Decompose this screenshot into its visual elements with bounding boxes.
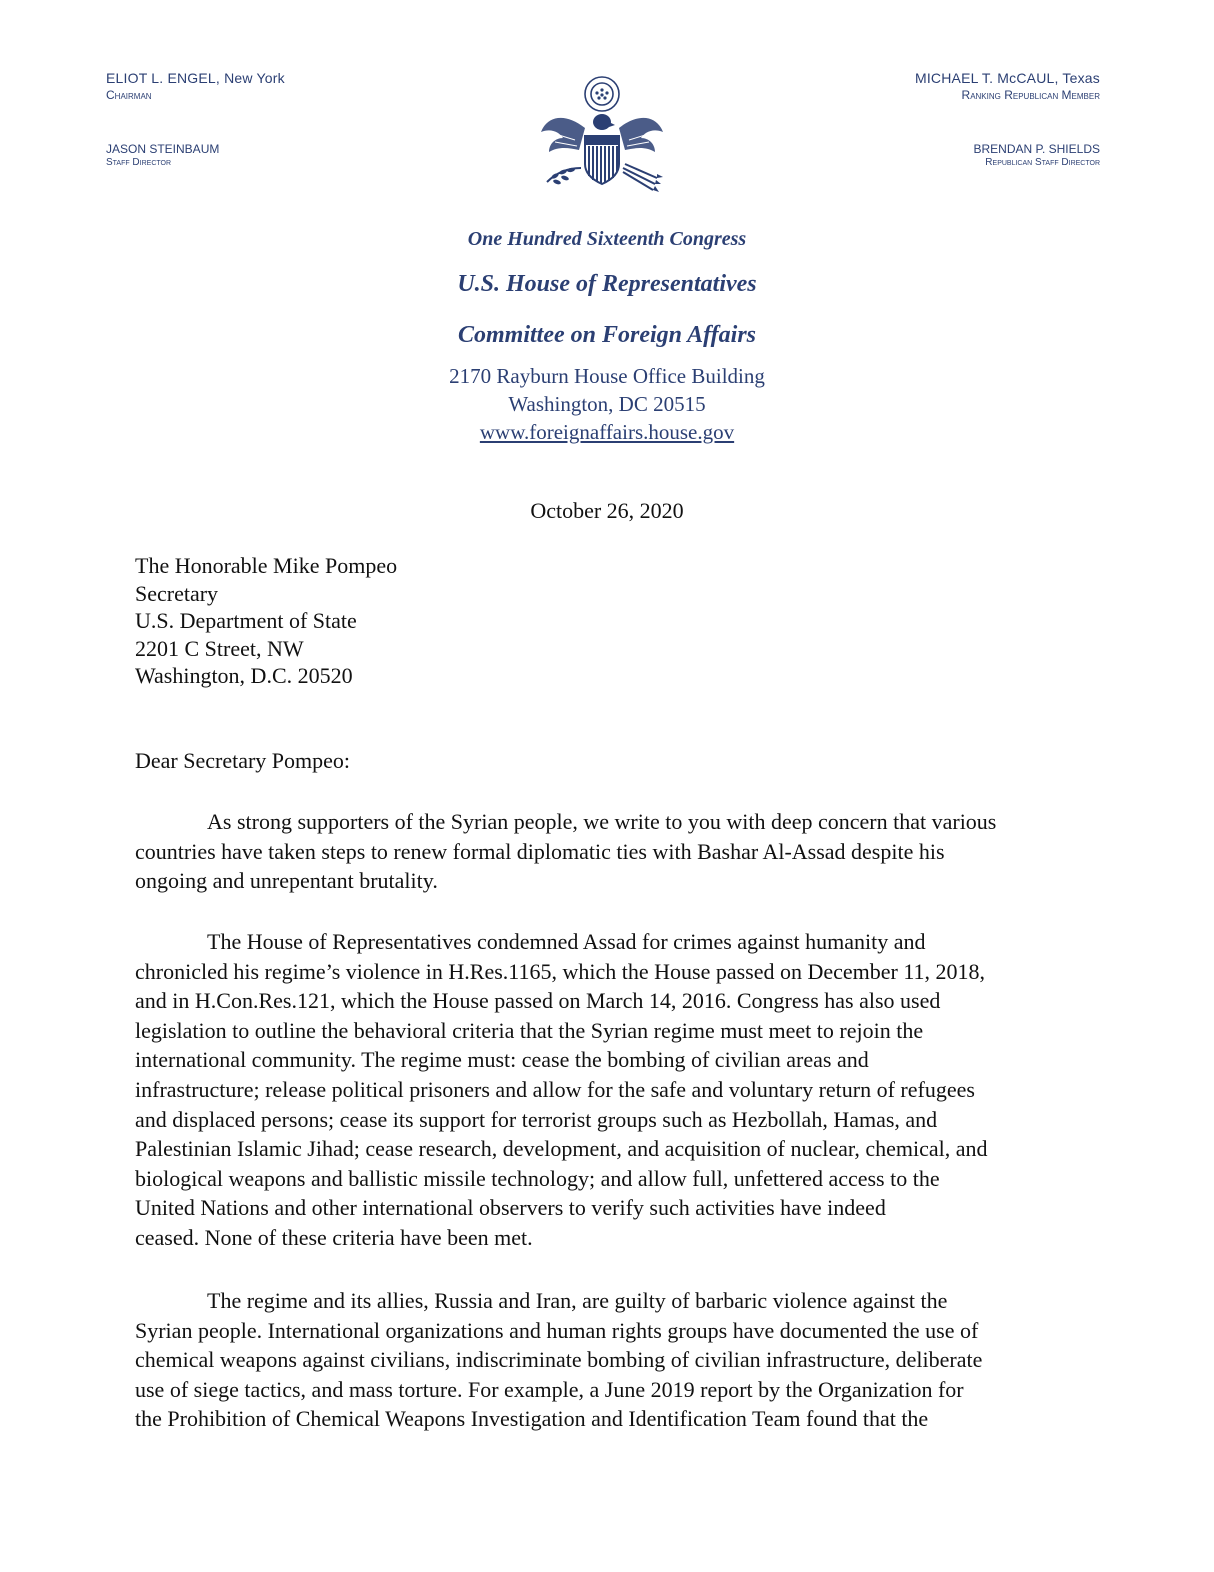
paragraph-line: Syrian people. International organizations and human rights groups have documented the use of [135, 1317, 979, 1343]
recipient-line: U.S. Department of State [135, 608, 357, 633]
paragraph-line: international community. The regime must: cease the bombing of civilian areas and [135, 1047, 869, 1073]
paragraph-line: chemical weapons against civilians, indiscriminate bombing of civilian infrastructure, deliberate [135, 1347, 983, 1373]
chairman-title: Chairman [106, 87, 152, 102]
paragraph-line: United Nations and other international observers to verify such activities have indeed [135, 1195, 886, 1221]
paragraph-line: the Prohibition of Chemical Weapons Investigation and Identification Team found that the [135, 1406, 929, 1432]
chairman-block [106, 70, 285, 103]
letter-date: October 26, 2020 [530, 498, 684, 523]
paragraph-line: legislation to outline the behavioral criteria that the Syrian regime must meet to rejoin the [135, 1017, 924, 1043]
republican-staff-title: Republican Staff Director [985, 157, 1100, 168]
paragraph-line: Palestinian Islamic Jihad; cease research, development, and acquisition of nuclear, chemical, and [135, 1136, 988, 1162]
salutation: Dear Secretary Pompeo: [135, 748, 351, 773]
congress-title: One Hundred Sixteenth Congress [467, 228, 747, 250]
address-line-2: Washington, DC 20515 [508, 392, 706, 416]
paragraph-line: chronicled his regime’s violence in H.Res.1165, which the House passed on December 11, 2018, [135, 958, 986, 984]
paragraph-line: and displaced persons; cease its support for terrorist groups such as Hezbollah, Hamas, and [135, 1106, 938, 1132]
website-line [0, 420, 1214, 445]
recipient-line: 2201 C Street, NW [135, 635, 304, 661]
recipient-line: The Honorable Mike Pompeo [135, 553, 398, 578]
paragraph-line: ongoing and unrepentant brutality. [135, 868, 438, 894]
paragraph-line: The regime and its allies, Russia and Iran, are guilty of barbaric violence against the [207, 1288, 948, 1313]
body-paragraph-3 [135, 1286, 1085, 1434]
recipient-line: Washington, D.C. 20520 [135, 663, 353, 688]
recipient-line: Secretary [135, 580, 219, 606]
website-link[interactable]: www.foreignaffairs.house.gov [479, 420, 735, 444]
chairman-name: ELIOT L. ENGEL, New York [106, 70, 285, 86]
republican-staff-name: BRENDAN P. SHIELDS [973, 142, 1100, 156]
paragraph-line: use of siege tactics, and mass torture. For example, a June 2019 report by the Organization for [135, 1376, 964, 1402]
paragraph-line: ceased. None of these criteria have been met. [135, 1224, 533, 1250]
paragraph-line: The House of Representatives condemned Assad for crimes against humanity and [207, 929, 926, 954]
house-title: U.S. House of Representatives [457, 271, 757, 297]
ranking-member-name: MICHAEL T. McCAUL, Texas [914, 70, 1100, 86]
staff-director-title: Staff Director [106, 157, 172, 168]
body-paragraph-1 [135, 807, 1085, 896]
great-seal-icon [535, 72, 669, 200]
staff-director-name: JASON STEINBAUM [106, 142, 220, 156]
address-line-1: 2170 Rayburn House Office Building [449, 364, 765, 388]
paragraph-line: biological weapons and ballistic missile technology; and allow full, unfettered access to the [135, 1165, 940, 1191]
paragraph-line: infrastructure; release political prisoners and allow for the safe and voluntary return of refugees [135, 1076, 975, 1102]
ranking-member-title: Ranking Republican Member [961, 87, 1100, 102]
committee-title: Committee on Foreign Affairs [457, 322, 757, 348]
staff-director-block [106, 142, 219, 170]
paragraph-line: countries have taken steps to renew formal diplomatic ties with Bashar Al-Assad despite his [135, 838, 945, 864]
paragraph-line: and in H.Con.Res.121, which the House passed on March 14, 2016. Congress has also used [135, 988, 941, 1014]
recipient-address [135, 552, 397, 690]
body-paragraph-2 [135, 927, 1085, 1253]
ranking-member-block [915, 70, 1100, 103]
republican-staff-block [974, 142, 1101, 170]
paragraph-line: As strong supporters of the Syrian people, we write to you with deep concern that various [207, 809, 997, 834]
